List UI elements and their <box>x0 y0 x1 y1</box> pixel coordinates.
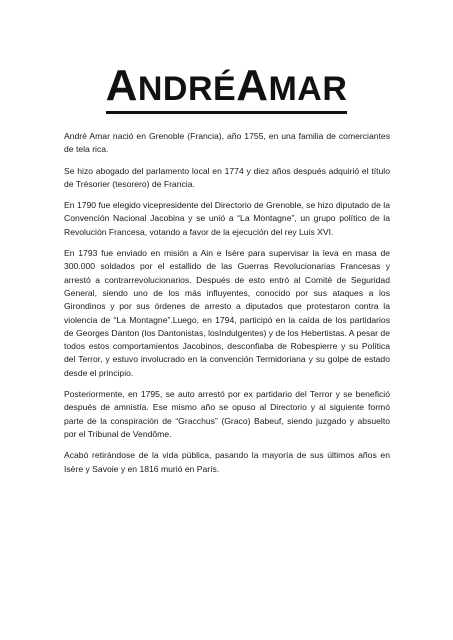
body-text <box>64 130 390 484</box>
paragraph-1: André Amar nació en Grenoble (Francia), año 1755, en una familia de comerciantes de tela rica. <box>64 131 390 155</box>
paragraph-5: Posteriormente, en 1795, se auto arrestó por ex partidario del Terror y se benefició después de amnistía. Ese mismo año se opuso al Directorio y al siguiente formó parte de la conspiración de “Gracchus” (Graco) Babeuf, siendo juzgado y absuelto por el Tribunal de Vendôme. <box>64 389 390 439</box>
title-initial-2: A <box>236 61 269 110</box>
paragraph-6: Acabó retirándose de la vida pública, pasando la mayoría de sus últimos años en Isère y Savoie y en 1816 murió en París. <box>64 450 390 474</box>
document-title <box>105 61 348 114</box>
title-rest-1: NDRÉ <box>137 70 237 108</box>
paragraph-4: En 1793 fue enviado en misión a Ain e Isère para supervisar la leva en masa de 300.000 soldados por el estallido de las Guerras Revolucionarias Francesas y arrestó a contrarrevolucionarios. Después de esto entró al Comité de Seguridad General, siendo uno de los más influyentes, conocido por sus ataques a los Girondinos y por sus órdenes de arresto a diputados que protestaron contra la violencia de “La Montagne”.Luego, en 1794, participó en la caída de los partidarios de Georges Danton (los Dantonistas, losIndulgentes) y de los Hebertistas. A pesar de todos estos comportamientos Jacobinos, desconfiaba de Robespierre y su Política del Terror, y estuvo involucrado en la convención Termidoriana y su golpe de estado desde el principio. <box>64 248 390 378</box>
title-initial-1: A <box>105 61 138 110</box>
paragraph-3: En 1790 fue elegido vicepresidente del Directorio de Grenoble, se hizo diputado de la Convención Nacional Jacobina y se unió a “La Montagne”, un grupo político de la Revolución Francesa, votando a favor de la ejecución del rey Luis XVI. <box>64 200 390 237</box>
paragraph-2: Se hizo abogado del parlamento local en 1774 y diez años después adquirió el título de Trésorier (tesorero) de Francia. <box>64 165 390 189</box>
title-rest-2: MAR <box>268 70 348 108</box>
title-container <box>0 61 453 114</box>
